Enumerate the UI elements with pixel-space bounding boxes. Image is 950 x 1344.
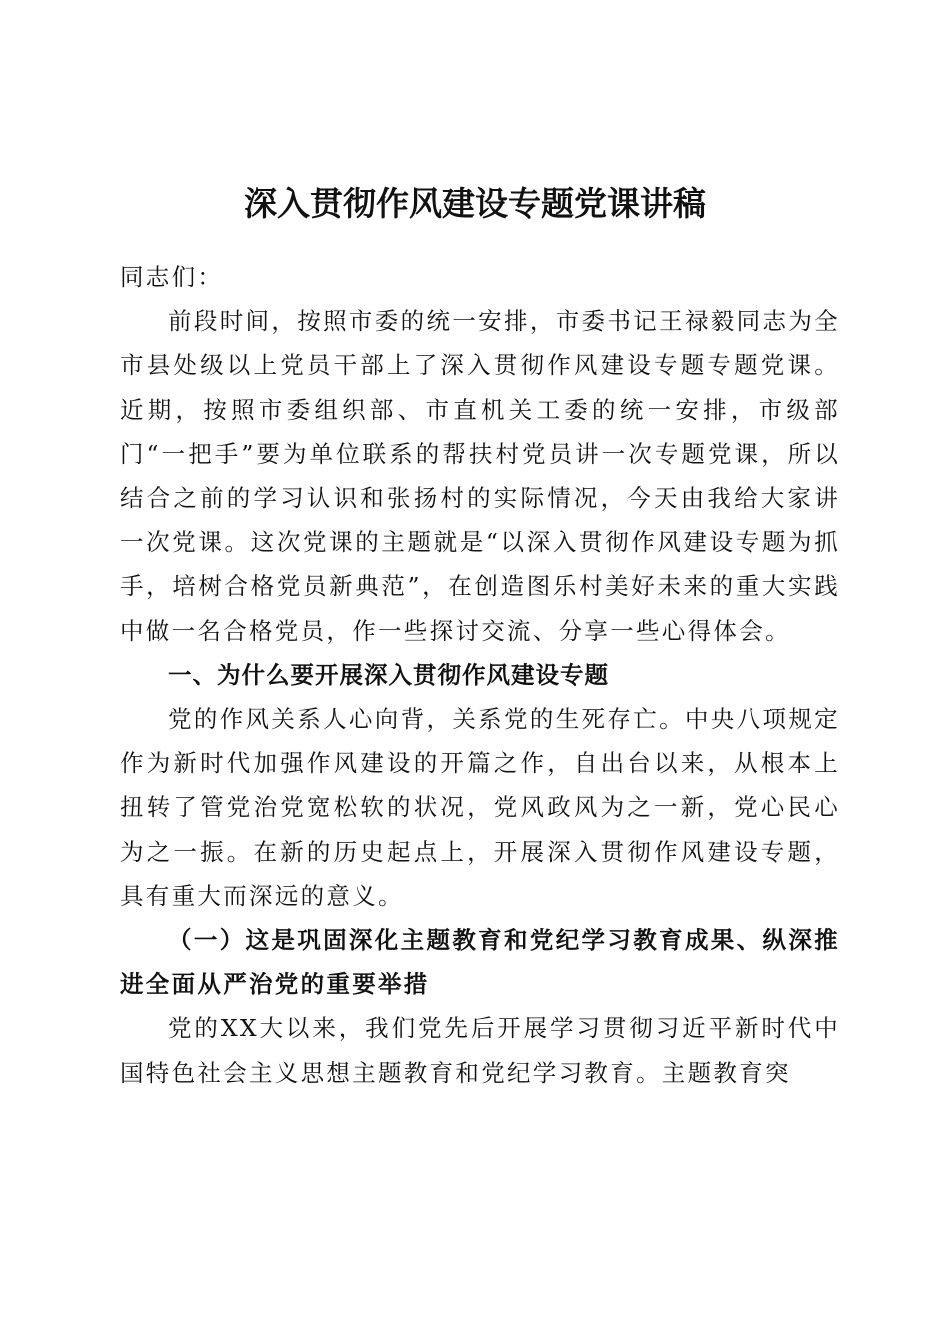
paragraph-significance: 党的作风关系人心向背，关系党的生死存亡。中央八项规定作为新时代加强作风建设的开篇之作，自出台以来，从根本上扭转了管党治党宽松软的状况，党风政风为之一新，党心民心为之一振。在新的历史起点上，开展深入贯彻作风建设专题，具有重大而深远的意义。 — [120, 705, 840, 910]
paragraph-intro: 前段时间，按照市委的统一安排，市委书记王禄毅同志为全市县处级以上党员干部上了深入贯彻作风建设专题专题党课。近期，按照市委组织部、市直机关工委的统一安排，市级部门“一把手”要为单位联系的帮扶村党员讲一次专题党课，所以结合之前的学习认识和张扬村的实际情况，今天由我给大家讲一次党课。这次党课的主题就是“以深入贯彻作风建设专题为抓手，培树合格党员新典范”，在创造图乐村美好未来的重大实践中做一名合格党员，作一些探讨交流、分享一些心得体会。 — [120, 307, 840, 645]
document-body — [120, 255, 840, 1095]
section-heading: 一、为什么要开展深入贯彻作风建设专题 — [168, 660, 609, 689]
subsection-heading: （一）这是巩固深化主题教育和党纪学习教育成果、纵深推进全面从严治党的重要举措 — [120, 926, 840, 999]
paragraph-education: 党的XX大以来，我们党先后开展学习贯彻习近平新时代中国特色社会主义思想主题教育和党纪学习教育。主题教育突 — [120, 1014, 840, 1087]
document-title: 深入贯彻作风建设专题党课讲稿 — [244, 184, 706, 223]
salutation: 同志们： — [120, 263, 224, 291]
